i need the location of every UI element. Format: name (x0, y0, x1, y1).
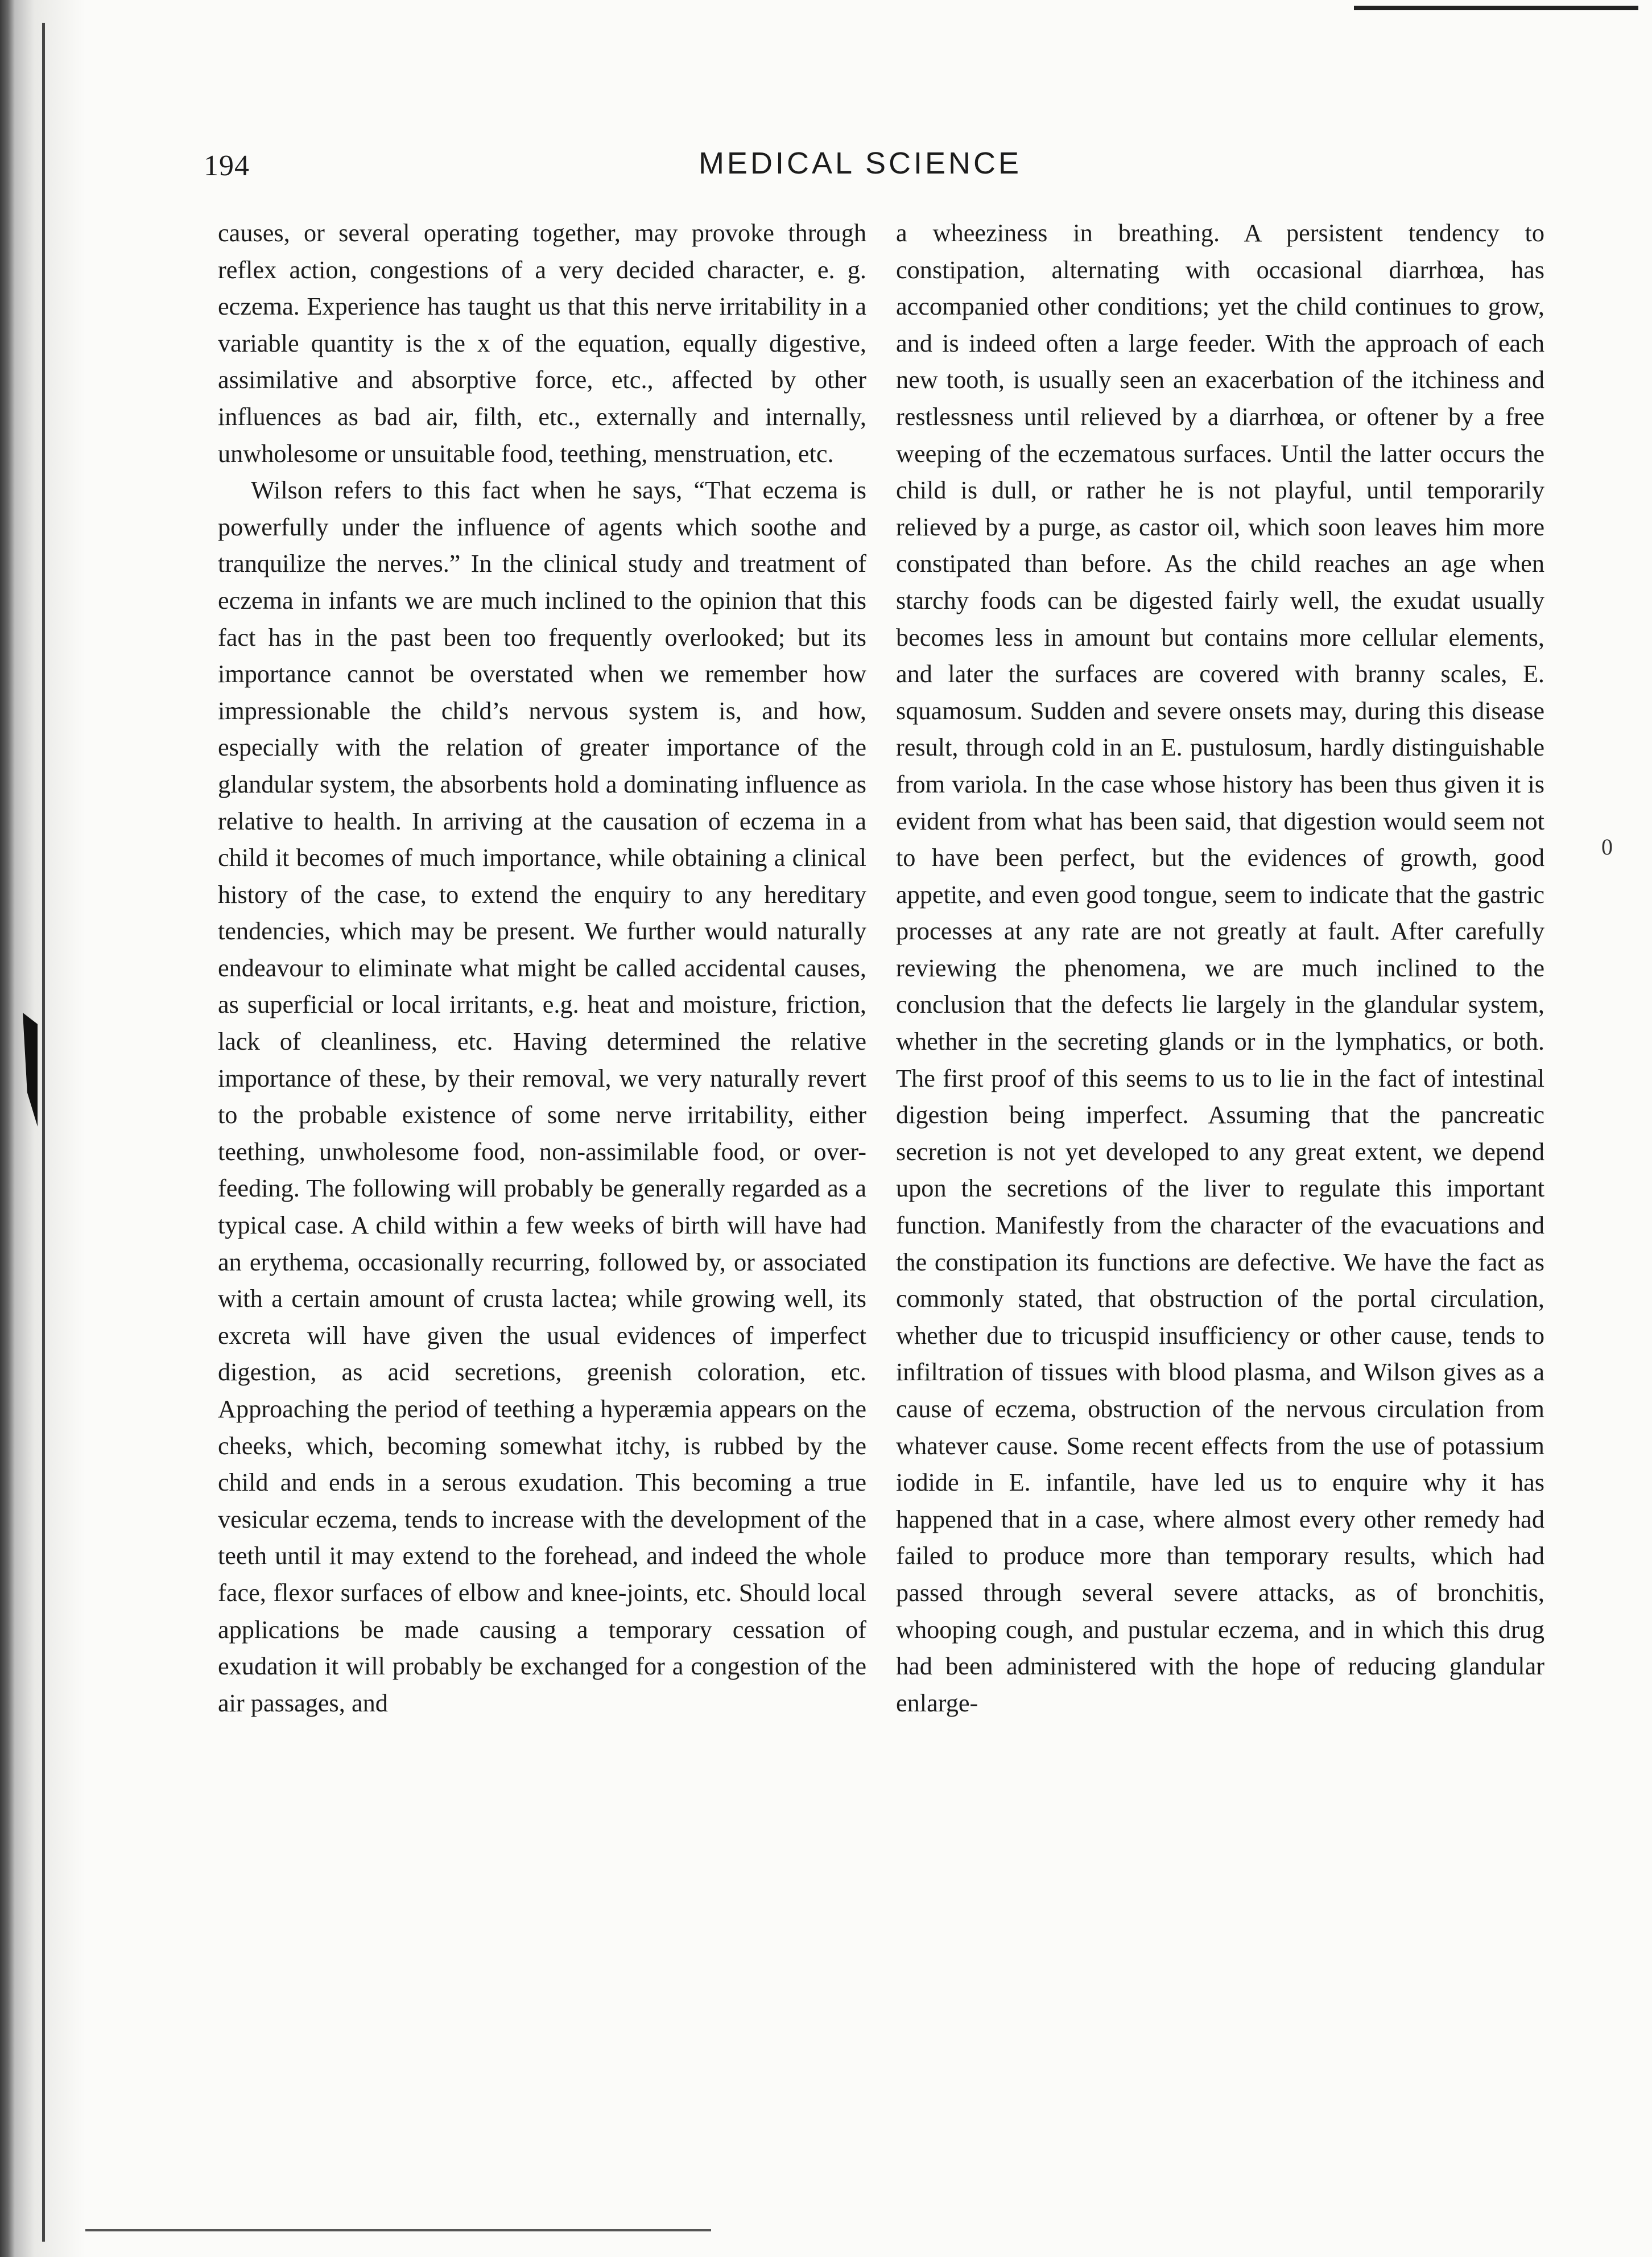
binding-shadow-line (42, 23, 45, 2242)
left-paragraph-2: Wilson refers to this fact when he says, “That eczema is powerfully under the influence of agents which soothe and tranquilize the nerves.” In the clinical study and treatment of eczema in infants we are much inclined to the opinion that this fact has in the past been too frequently overlooked; but its importance cannot be overstated when we remember how impressionable the child’s nervous system is, and how, especially with the relation of greater importance of the glandular system, the absorbents hold a dominating influence as relative to health. In arriving at the causation of eczema in a child it becomes of much importance, while obtaining a clinical history of the case, to extend the enquiry to any hereditary tendencies, which may be present. We further would naturally endeavour to eliminate what might be called accidental causes, as superficial or local irritants, e.g. heat and moisture, friction, lack of cleanliness, etc. Having determined the relative importance of these, by their removal, we very naturally revert to the probable existence of some nerve irritability, either teething, unwholesome food, non-assimilable food, or over-feeding. The following will probably be generally regarded as a typical case. A child within a few weeks of birth will have had an erythema, occasionally recurring, followed by, or associated with a certain amount of crusta lactea; while growing well, its excreta will have given the usual evidences of imperfect digestion, as acid secretions, greenish coloration, etc. Approaching the period of teething a hyperæmia appears on the cheeks, which, becoming somewhat itchy, is rubbed by the child and ends in a serous exudation. This becoming a true vesicular eczema, tends to increase with the development of the teeth until it may extend to the forehead, and indeed the whole face, flexor surfaces of elbow and knee-joints, etc. Should local applications be made causing a temporary cessation of exudation it will probably be exchanged for a congestion of the air passages, and (218, 476, 866, 1717)
left-paragraph-1: causes, or several operating together, may provoke through reflex action, congestions of a very decided character, e. g. eczema. Experience has taught us that this nerve irritability in a variable quantity is the x of the equation, equally digestive, assimilative and absorptive force, etc., affected by other influences as bad air, filth, etc., externally and internally, unwholesome or unsuitable food, teething, menstruation, etc. (218, 219, 866, 468)
right-column (896, 215, 1544, 1722)
running-title: MEDICAL SCIENCE (698, 146, 1022, 180)
page-number: 194 (204, 150, 250, 182)
bottom-edge-rule (85, 2229, 711, 2231)
margin-mark: 0 (1601, 834, 1613, 860)
left-column (218, 215, 866, 1722)
right-paragraph-1: a wheeziness in breathing. A persistent tendency to constipation, alternating with occasional diarrhœa, has accompanied other conditions; yet the child continues to grow, and is indeed often a large feeder. With the approach of each new tooth, is usually seen an exacerbation of the itchiness and restlessness until relieved by a diarrhœa, or oftener by a free weeping of the eczematous surfaces. Until the latter occurs the child is dull, or rather he is not playful, until temporarily relieved by a purge, as castor oil, which soon leaves him more constipated than before. As the child reaches an age when starchy foods can be digested fairly well, the exudat usually becomes less in amount but contains more cellular elements, and later the surfaces are covered with branny scales, E. squamosum. Sudden and severe onsets may, during this disease result, through cold in an E. pustulosum, hardly distinguishable from variola. In the case whose history has been thus given it is evident from what has been said, that digestion would seem not to have been perfect, but the evidences of growth, good appetite, and even good tongue, seem to indicate that the gastric processes at any rate are not greatly at fault. After carefully reviewing the phenomena, we are much inclined to the conclusion that the defects lie largely in the glandular system, whether in the secreting glands or in the lymphatics, or both. The first proof of this seems to us to lie in the fact of intestinal digestion being imperfect. Assuming that the pancreatic secretion is not yet developed to any great extent, we depend upon the secretions of the liver to regulate this important function. Manifestly from the character of the evacuations and the constipation its functions are defective. We have the fact as commonly stated, that obstruction of the portal circulation, whether due to tricuspid insufficiency or other cause, tends to infiltration of tissues with blood plasma, and Wilson gives as a cause of eczema, obstruction of the nervous circulation from whatever cause. Some recent effects from the use of potassium iodide in E. infantile, have led us to enquire why it has happened that in a case, where almost every other remedy had failed to produce more than temporary results, which had passed through several severe attacks, as of bronchitis, whooping cough, and pustular eczema, and in which this drug had been administered with the hope of reducing glandular enlarge- (896, 219, 1544, 1717)
top-edge-rule (1354, 6, 1638, 10)
